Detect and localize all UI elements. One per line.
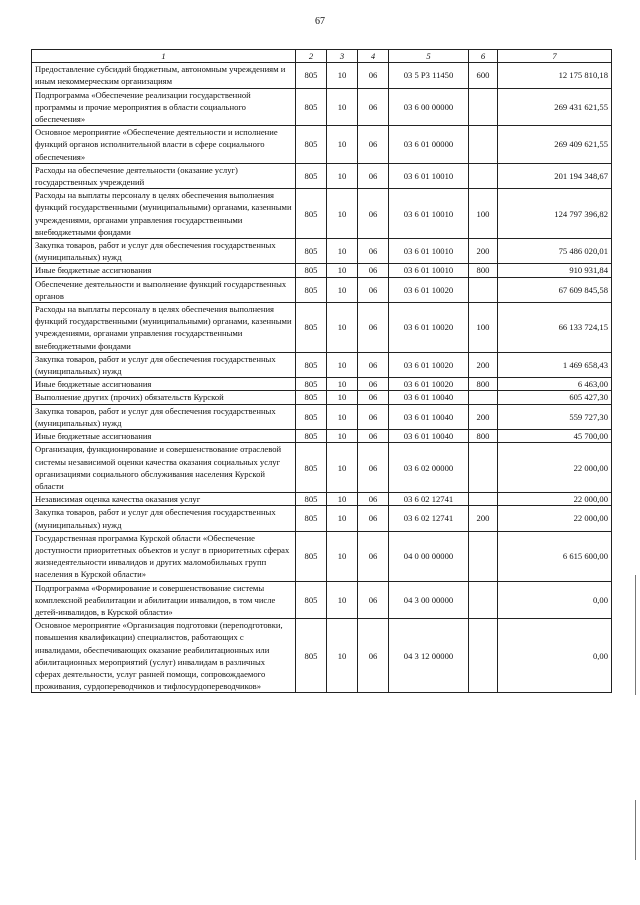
row-expense-type bbox=[469, 619, 498, 693]
row-section-code: 10 bbox=[327, 264, 358, 277]
table-row bbox=[32, 378, 612, 391]
row-ministry-code: 805 bbox=[296, 277, 327, 302]
row-name: Подпрограмма «Обеспечение реализации государственной программы и прочие мероприятия в области социального обеспечения» bbox=[32, 88, 296, 126]
row-name: Иные бюджетные ассигнования bbox=[32, 378, 296, 391]
row-amount: 201 194 348,67 bbox=[498, 163, 612, 188]
row-section-code: 10 bbox=[327, 352, 358, 377]
row-target-code: 03 6 02 12741 bbox=[389, 493, 469, 506]
table-row bbox=[32, 404, 612, 429]
scan-edge-mark bbox=[635, 800, 636, 860]
col-header-4: 4 bbox=[358, 50, 389, 63]
row-ministry-code: 805 bbox=[296, 126, 327, 164]
row-expense-type: 800 bbox=[469, 264, 498, 277]
row-section-code: 10 bbox=[327, 189, 358, 239]
row-expense-type: 800 bbox=[469, 378, 498, 391]
row-ministry-code: 805 bbox=[296, 493, 327, 506]
row-subsection-code: 06 bbox=[358, 430, 389, 443]
row-expense-type bbox=[469, 126, 498, 164]
table-row bbox=[32, 189, 612, 239]
row-name: Закупка товаров, работ и услуг для обеспечения государственных (муниципальных) нужд bbox=[32, 352, 296, 377]
table-row bbox=[32, 391, 612, 404]
row-subsection-code: 06 bbox=[358, 581, 389, 619]
row-expense-type bbox=[469, 163, 498, 188]
row-ministry-code: 805 bbox=[296, 506, 327, 531]
row-ministry-code: 805 bbox=[296, 303, 327, 353]
row-amount: 0,00 bbox=[498, 581, 612, 619]
row-ministry-code: 805 bbox=[296, 443, 327, 493]
scan-edge-mark bbox=[635, 575, 636, 695]
row-name: Обеспечение деятельности и выполнение функций государственных органов bbox=[32, 277, 296, 302]
row-target-code: 03 6 02 12741 bbox=[389, 506, 469, 531]
row-ministry-code: 805 bbox=[296, 391, 327, 404]
row-expense-type bbox=[469, 531, 498, 581]
row-name: Основное мероприятие «Организация подготовки (переподготовки, повышения квалификации) специалистов, работающих с инвалидами, обеспечивающих оказание реабилитационных или абилитационных мероприятий (услуг) инвалидам в различных сферах деятельности, услуг ранней помощи, сопровождаемого проживания, сурдопереводчиков и тифлосурдопереводчиков» bbox=[32, 619, 296, 693]
row-amount: 1 469 658,43 bbox=[498, 352, 612, 377]
row-target-code: 03 6 01 00000 bbox=[389, 126, 469, 164]
row-target-code: 03 6 01 10040 bbox=[389, 430, 469, 443]
row-ministry-code: 805 bbox=[296, 63, 327, 88]
row-amount: 6 463,00 bbox=[498, 378, 612, 391]
row-subsection-code: 06 bbox=[358, 163, 389, 188]
row-name: Расходы на обеспечение деятельности (оказание услуг) государственных учреждений bbox=[32, 163, 296, 188]
row-amount: 75 486 020,01 bbox=[498, 239, 612, 264]
table-row bbox=[32, 619, 612, 693]
row-subsection-code: 06 bbox=[358, 531, 389, 581]
row-target-code: 03 6 02 00000 bbox=[389, 443, 469, 493]
table-row bbox=[32, 581, 612, 619]
row-expense-type: 600 bbox=[469, 63, 498, 88]
row-name: Независимая оценка качества оказания услуг bbox=[32, 493, 296, 506]
table-row bbox=[32, 239, 612, 264]
row-ministry-code: 805 bbox=[296, 88, 327, 126]
row-name: Выполнение других (прочих) обязательств Курской bbox=[32, 391, 296, 404]
row-section-code: 10 bbox=[327, 506, 358, 531]
row-amount: 0,00 bbox=[498, 619, 612, 693]
row-subsection-code: 06 bbox=[358, 189, 389, 239]
row-ministry-code: 805 bbox=[296, 264, 327, 277]
row-amount: 12 175 810,18 bbox=[498, 63, 612, 88]
row-target-code: 04 3 00 00000 bbox=[389, 581, 469, 619]
row-section-code: 10 bbox=[327, 239, 358, 264]
row-amount: 22 000,00 bbox=[498, 493, 612, 506]
table-row bbox=[32, 277, 612, 302]
row-amount: 910 931,84 bbox=[498, 264, 612, 277]
row-subsection-code: 06 bbox=[358, 443, 389, 493]
row-expense-type bbox=[469, 443, 498, 493]
row-section-code: 10 bbox=[327, 443, 358, 493]
row-subsection-code: 06 bbox=[358, 391, 389, 404]
row-expense-type bbox=[469, 391, 498, 404]
row-name: Организация, функционирование и совершенствование отраслевой системы независимой оценки качества оказания социальных услуг организациями социального обслуживания населения Курской области bbox=[32, 443, 296, 493]
row-target-code: 03 6 01 10040 bbox=[389, 391, 469, 404]
row-subsection-code: 06 bbox=[358, 126, 389, 164]
row-amount: 605 427,30 bbox=[498, 391, 612, 404]
row-ministry-code: 805 bbox=[296, 352, 327, 377]
row-section-code: 10 bbox=[327, 619, 358, 693]
row-expense-type bbox=[469, 88, 498, 126]
row-expense-type: 200 bbox=[469, 352, 498, 377]
row-name: Закупка товаров, работ и услуг для обеспечения государственных (муниципальных) нужд bbox=[32, 404, 296, 429]
row-name: Расходы на выплаты персоналу в целях обеспечения выполнения функций государственными (муниципальными) органами, казенными учреждениями, органами управления государственными внебюджетными фондами bbox=[32, 189, 296, 239]
table-row bbox=[32, 430, 612, 443]
row-ministry-code: 805 bbox=[296, 189, 327, 239]
table-row bbox=[32, 163, 612, 188]
row-subsection-code: 06 bbox=[358, 303, 389, 353]
col-header-7: 7 bbox=[498, 50, 612, 63]
row-target-code: 04 3 12 00000 bbox=[389, 619, 469, 693]
row-ministry-code: 805 bbox=[296, 378, 327, 391]
row-subsection-code: 06 bbox=[358, 63, 389, 88]
page-number: 67 bbox=[315, 16, 325, 27]
row-target-code: 03 6 01 10020 bbox=[389, 352, 469, 377]
row-target-code: 03 6 01 10010 bbox=[389, 163, 469, 188]
row-ministry-code: 805 bbox=[296, 619, 327, 693]
col-header-1: 1 bbox=[32, 50, 296, 63]
row-name: Иные бюджетные ассигнования bbox=[32, 264, 296, 277]
row-subsection-code: 06 bbox=[358, 277, 389, 302]
row-expense-type bbox=[469, 277, 498, 302]
row-section-code: 10 bbox=[327, 303, 358, 353]
table-row bbox=[32, 531, 612, 581]
table-row bbox=[32, 352, 612, 377]
row-expense-type bbox=[469, 581, 498, 619]
row-name: Основное мероприятие «Обеспечение деятельности и исполнение функций органов исполнительной власти в сфере социального обеспечения» bbox=[32, 126, 296, 164]
col-header-2: 2 bbox=[296, 50, 327, 63]
row-subsection-code: 06 bbox=[358, 378, 389, 391]
col-header-6: 6 bbox=[469, 50, 498, 63]
row-amount: 124 797 396,82 bbox=[498, 189, 612, 239]
table-row bbox=[32, 443, 612, 493]
table-row bbox=[32, 264, 612, 277]
row-section-code: 10 bbox=[327, 493, 358, 506]
row-target-code: 03 6 01 10020 bbox=[389, 303, 469, 353]
row-section-code: 10 bbox=[327, 63, 358, 88]
row-section-code: 10 bbox=[327, 88, 358, 126]
row-amount: 67 609 845,58 bbox=[498, 277, 612, 302]
row-name: Подпрограмма «Формирование и совершенствование системы комплексной реабилитации и абилитации инвалидов, в том числе детей-инвалидов, в Курской области» bbox=[32, 581, 296, 619]
table-row bbox=[32, 493, 612, 506]
row-section-code: 10 bbox=[327, 126, 358, 164]
row-target-code: 03 6 01 10020 bbox=[389, 277, 469, 302]
row-ministry-code: 805 bbox=[296, 581, 327, 619]
row-section-code: 10 bbox=[327, 277, 358, 302]
row-target-code: 03 5 Р3 11450 bbox=[389, 63, 469, 88]
row-name: Расходы на выплаты персоналу в целях обеспечения выполнения функций государственными (муниципальными) органами, казенными учреждениями, органами управления государственными внебюджетными фондами bbox=[32, 303, 296, 353]
budget-table bbox=[31, 49, 612, 693]
row-amount: 559 727,30 bbox=[498, 404, 612, 429]
row-target-code: 03 6 01 10040 bbox=[389, 404, 469, 429]
row-target-code: 03 6 01 10010 bbox=[389, 189, 469, 239]
row-name: Закупка товаров, работ и услуг для обеспечения государственных (муниципальных) нужд bbox=[32, 506, 296, 531]
row-section-code: 10 bbox=[327, 163, 358, 188]
row-amount: 66 133 724,15 bbox=[498, 303, 612, 353]
row-amount: 22 000,00 bbox=[498, 443, 612, 493]
row-target-code: 03 6 01 10010 bbox=[389, 264, 469, 277]
row-amount: 269 431 621,55 bbox=[498, 88, 612, 126]
row-target-code: 03 6 00 00000 bbox=[389, 88, 469, 126]
row-target-code: 03 6 01 10010 bbox=[389, 239, 469, 264]
row-amount: 6 615 600,00 bbox=[498, 531, 612, 581]
row-section-code: 10 bbox=[327, 581, 358, 619]
row-section-code: 10 bbox=[327, 430, 358, 443]
row-name: Закупка товаров, работ и услуг для обеспечения государственных (муниципальных) нужд bbox=[32, 239, 296, 264]
table-row bbox=[32, 303, 612, 353]
row-ministry-code: 805 bbox=[296, 163, 327, 188]
row-section-code: 10 bbox=[327, 404, 358, 429]
row-subsection-code: 06 bbox=[358, 506, 389, 531]
row-expense-type: 100 bbox=[469, 303, 498, 353]
row-expense-type: 200 bbox=[469, 506, 498, 531]
row-subsection-code: 06 bbox=[358, 404, 389, 429]
row-amount: 45 700,00 bbox=[498, 430, 612, 443]
row-subsection-code: 06 bbox=[358, 619, 389, 693]
col-header-5: 5 bbox=[389, 50, 469, 63]
row-target-code: 03 6 01 10020 bbox=[389, 378, 469, 391]
row-amount: 22 000,00 bbox=[498, 506, 612, 531]
row-ministry-code: 805 bbox=[296, 430, 327, 443]
table-row bbox=[32, 126, 612, 164]
row-name: Иные бюджетные ассигнования bbox=[32, 430, 296, 443]
row-amount: 269 409 621,55 bbox=[498, 126, 612, 164]
row-ministry-code: 805 bbox=[296, 531, 327, 581]
row-section-code: 10 bbox=[327, 378, 358, 391]
row-ministry-code: 805 bbox=[296, 404, 327, 429]
row-expense-type: 800 bbox=[469, 430, 498, 443]
header-row bbox=[32, 50, 612, 63]
col-header-3: 3 bbox=[327, 50, 358, 63]
row-subsection-code: 06 bbox=[358, 493, 389, 506]
row-subsection-code: 06 bbox=[358, 264, 389, 277]
row-expense-type: 200 bbox=[469, 239, 498, 264]
row-subsection-code: 06 bbox=[358, 88, 389, 126]
row-section-code: 10 bbox=[327, 531, 358, 581]
table-row bbox=[32, 63, 612, 88]
row-subsection-code: 06 bbox=[358, 239, 389, 264]
row-expense-type bbox=[469, 493, 498, 506]
row-target-code: 04 0 00 00000 bbox=[389, 531, 469, 581]
row-subsection-code: 06 bbox=[358, 352, 389, 377]
row-expense-type: 100 bbox=[469, 189, 498, 239]
row-expense-type: 200 bbox=[469, 404, 498, 429]
row-ministry-code: 805 bbox=[296, 239, 327, 264]
row-section-code: 10 bbox=[327, 391, 358, 404]
row-name: Предоставление субсидий бюджетным, автономным учреждениям и иным некоммерческим организациям bbox=[32, 63, 296, 88]
row-name: Государственная программа Курской области «Обеспечение доступности приоритетных объектов и услуг в приоритетных сферах жизнедеятельности инвалидов и других маломобильных групп населения в Курской области» bbox=[32, 531, 296, 581]
table-row bbox=[32, 506, 612, 531]
table-row bbox=[32, 88, 612, 126]
